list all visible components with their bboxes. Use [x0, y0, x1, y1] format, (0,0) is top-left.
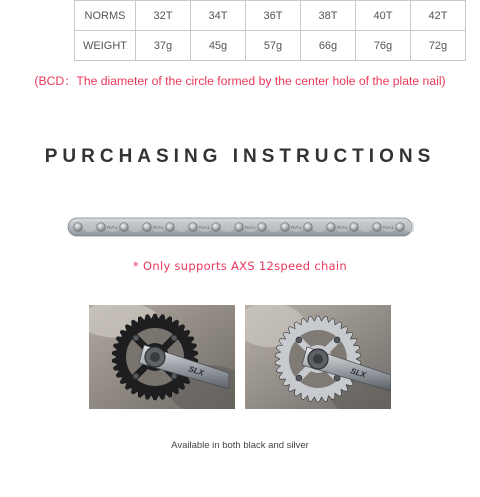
weight-cell: 45g [191, 31, 246, 61]
chain-link-text: RVAL [244, 225, 257, 230]
weight-cell: 76g [356, 31, 411, 61]
chain-link-text: RVAL [152, 225, 165, 230]
norms-cell: 32T [136, 1, 191, 31]
chain-compatibility-note: * Only supports AXS 12speed chain [133, 259, 347, 273]
weight-cell: 66g [301, 31, 356, 61]
crank-brand-text: SLX [187, 364, 205, 378]
black-chainring-photo [89, 305, 235, 409]
chain-link-text: RVAL [336, 225, 349, 230]
silver-chainring-photo [245, 305, 391, 409]
norms-cell: 42T [411, 1, 466, 31]
weight-cell: 72g [411, 31, 466, 61]
chain-link-text: RVAL [198, 225, 211, 230]
norms-cell: 36T [246, 1, 301, 31]
chain-image [66, 214, 414, 240]
specification-table [74, 0, 466, 61]
chain-link-text: RVAL [382, 225, 395, 230]
chain-link-text: RVAL [106, 225, 119, 230]
norms-cell: 34T [191, 1, 246, 31]
norms-label: NORMS [75, 1, 136, 31]
norms-cell: 38T [301, 1, 356, 31]
weight-cell: 57g [246, 31, 301, 61]
weight-row [75, 31, 466, 61]
norms-row [75, 1, 466, 31]
bcd-note: (BCD：The diameter of the circle formed by the center hole of the plate nail) [34, 74, 446, 88]
color-availability-caption: Available in both black and silver [171, 440, 309, 451]
weight-cell: 37g [136, 31, 191, 61]
chain-link-text: RVAL [290, 225, 303, 230]
crank-brand-text: SLX [349, 366, 367, 380]
section-title: PURCHASING INSTRUCTIONS [44, 146, 436, 167]
weight-label: WEIGHT [75, 31, 136, 61]
norms-cell: 40T [356, 1, 411, 31]
